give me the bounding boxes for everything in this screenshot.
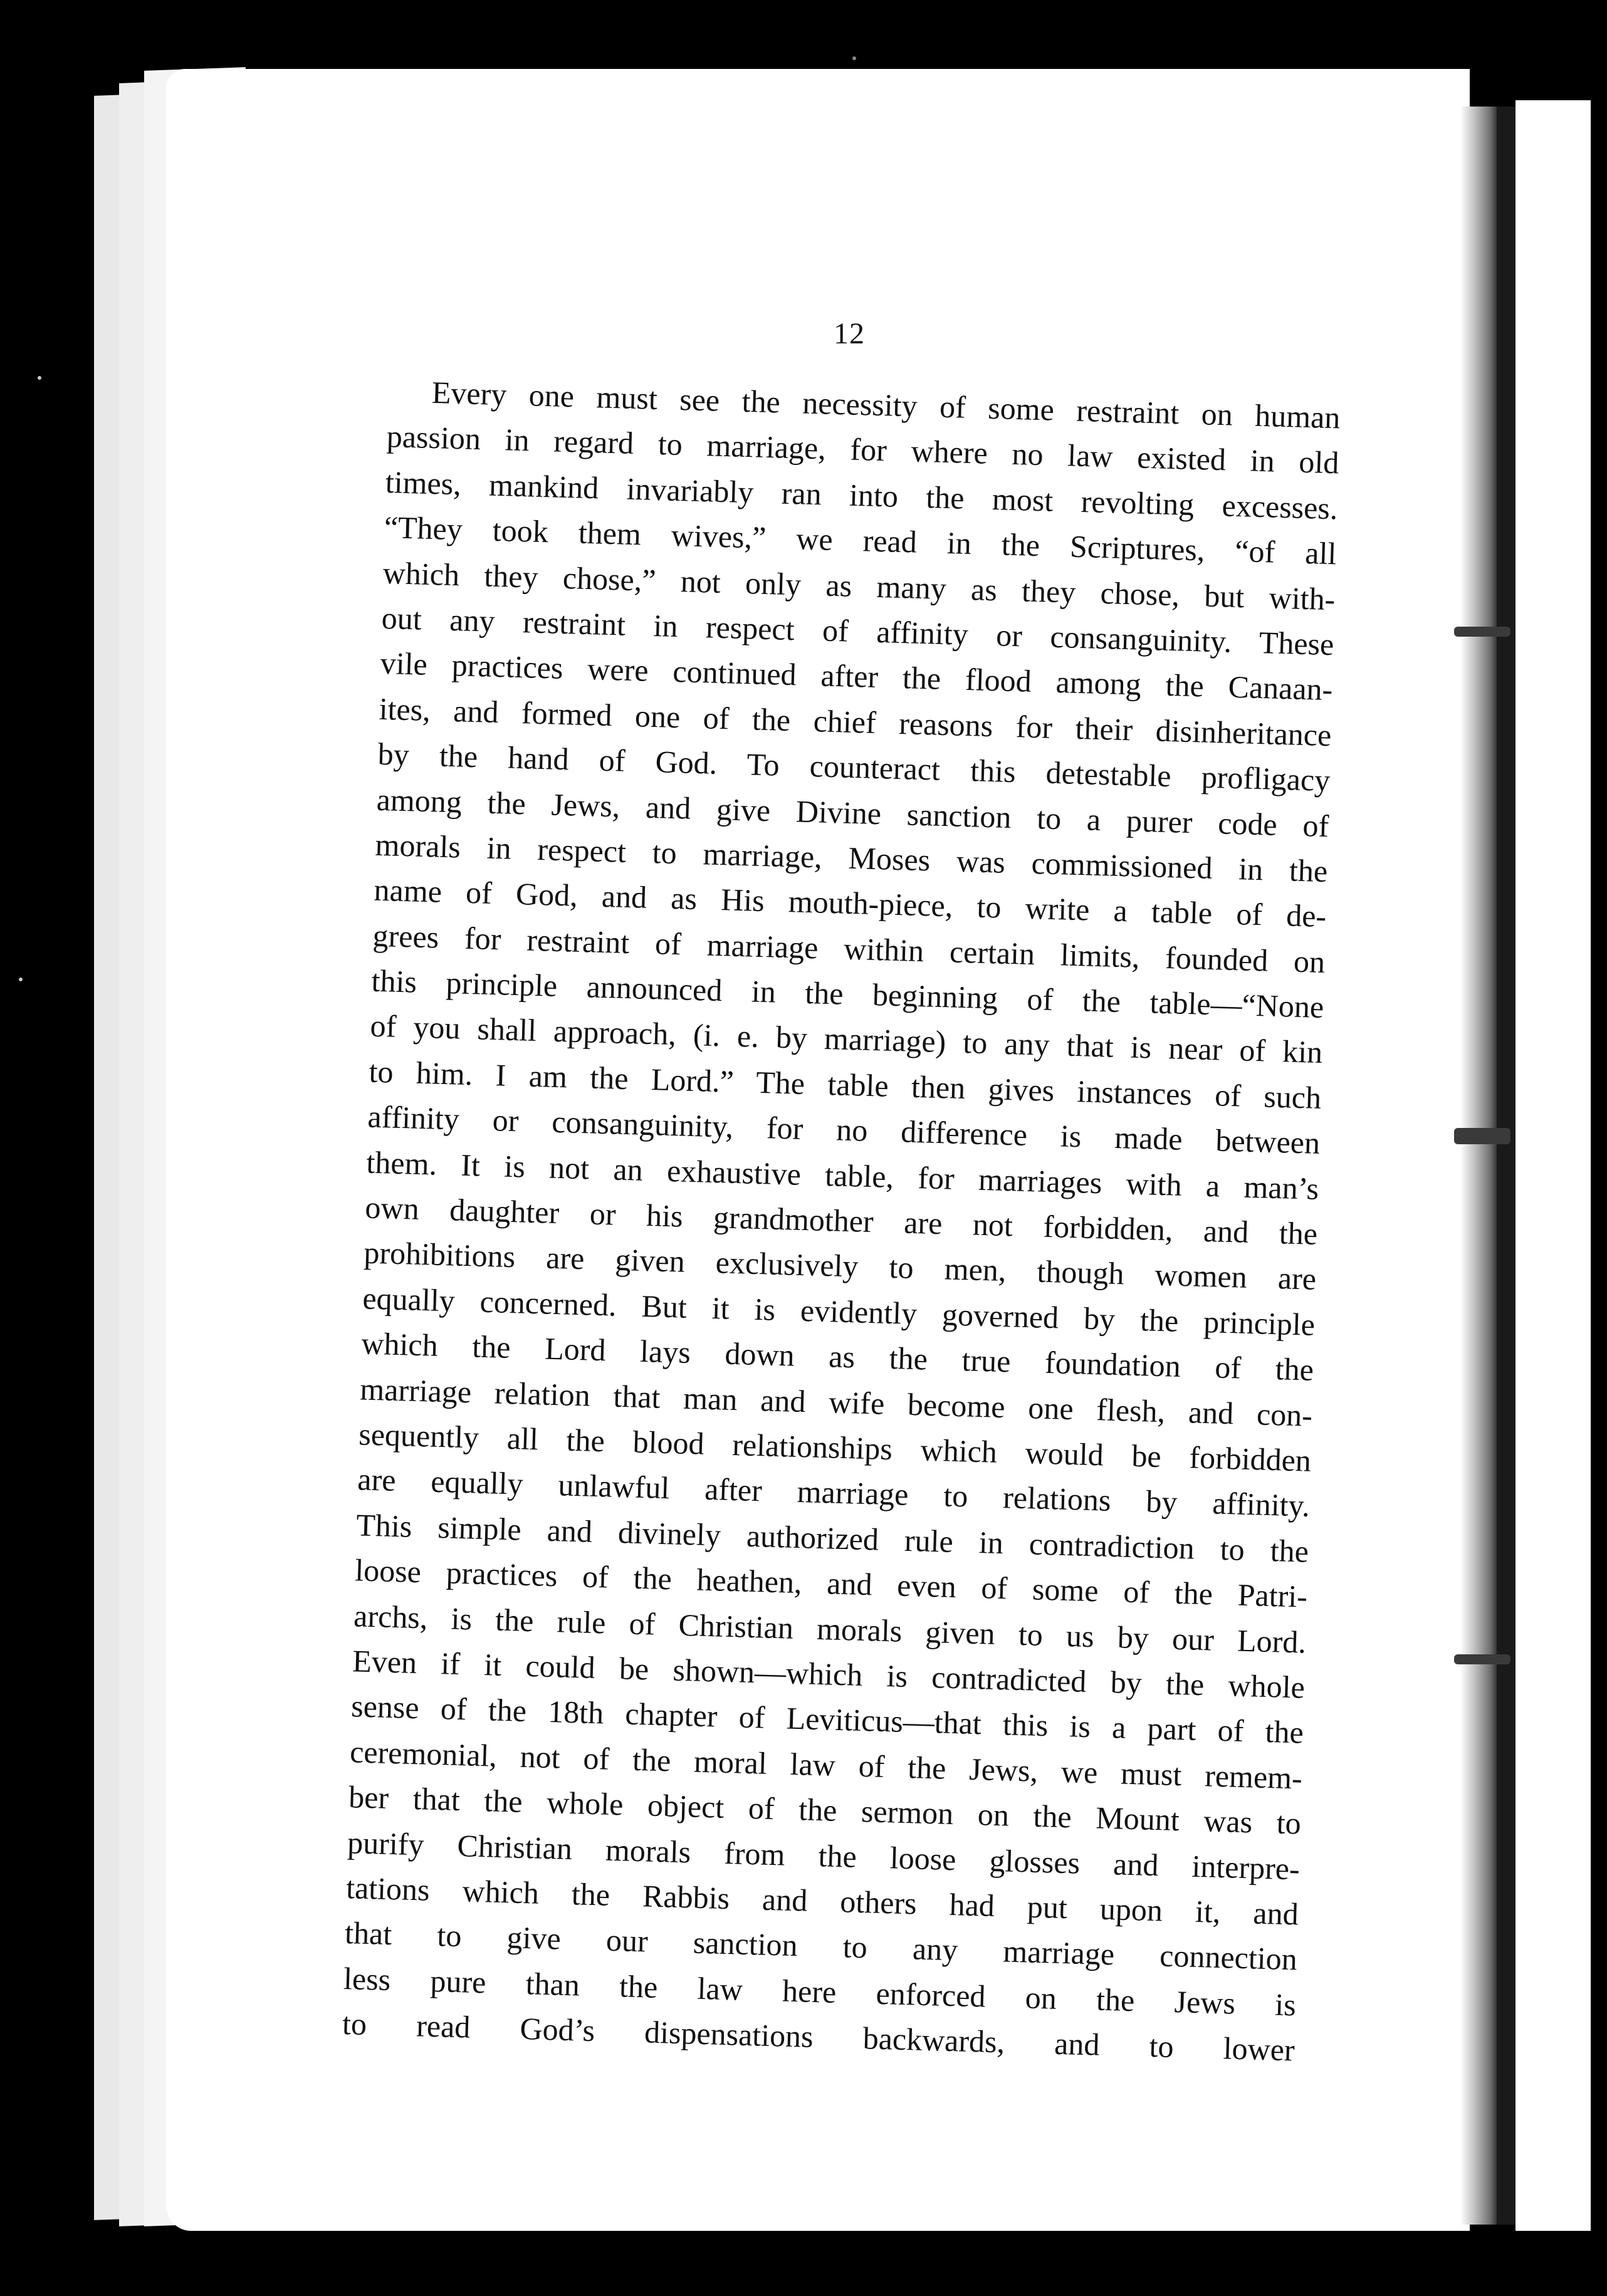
- text-line: Even if it could be shown—which is contradicted by the whole: [352, 1643, 1306, 1705]
- text-line: are equally unlawful after marriage to relations by affinity.: [357, 1461, 1311, 1524]
- text-line: which the Lord lays down as the true foundation of the: [360, 1325, 1314, 1388]
- text-line: tations which the Rabbis and others had put upon it, and: [345, 1869, 1299, 1932]
- text-line: among the Jews, and give Divine sanction to a purer code of: [376, 781, 1329, 843]
- text-line: them. It is not an exhaustive table, for marriages with a man’s: [365, 1144, 1319, 1206]
- binding-gutter: [1460, 107, 1498, 2225]
- text-line: Every one must see the necessity of some restraint on human: [431, 374, 1341, 436]
- text-line: affinity or consanguinity, for no difference is made between: [367, 1098, 1321, 1161]
- text-line: marriage relation that man and wife become one flesh, and con-: [359, 1370, 1313, 1433]
- text-line: to read God’s dispensations backwards, and to lower: [342, 2006, 1296, 2068]
- text-line: passion in regard to marriage, for where no law existed in old: [386, 419, 1340, 481]
- text-line: of you shall approach, (i. e. by marriage) to any that is near of kin: [369, 1008, 1323, 1070]
- text-line: which they chose,” not only as many as they chose, but with-: [382, 555, 1336, 617]
- text-line: name of God, and as His mouth-piece, to write a table of de-: [373, 872, 1327, 934]
- text-line: sense of the 18th chapter of Leviticus—that this is a part of the: [350, 1688, 1304, 1750]
- text-line: “They took them wives,” we read in the Scriptures, “of all: [384, 509, 1337, 571]
- text-line: vile practices were continued after the flood among the Canaan-: [380, 645, 1334, 707]
- text-line: less pure than the law here enforced on the Jews is: [343, 1960, 1297, 2023]
- text-line: ites, and formed one of the chief reasons for their disinheritance: [379, 691, 1332, 753]
- text-line: archs, is the rule of Christian morals given to us by our Lord.: [353, 1597, 1307, 1660]
- binding-shadow: [1497, 107, 1515, 2225]
- text-line: out any restraint in respect of affinity or consanguinity. These: [381, 600, 1335, 662]
- scan-speck: [852, 56, 856, 60]
- binding-stitch: [1454, 627, 1510, 637]
- facing-page-edge: [1515, 100, 1591, 2231]
- text-line: own daughter or his grandmother are not forbidden, and the: [364, 1189, 1318, 1251]
- text-line: grees for restraint of marriage within certain limits, founded on: [372, 917, 1326, 979]
- body-text: [342, 368, 1341, 2073]
- text-line: prohibitions are given exclusively to men, though women are: [363, 1234, 1317, 1297]
- text-line: to him. I am the Lord.” The table then gives instances of such: [368, 1053, 1322, 1115]
- text-line: loose practices of the heathen, and even of some of the Patri-: [354, 1552, 1308, 1614]
- page-number: 12: [834, 317, 865, 350]
- text-line: this principle announced in the beginning of the table—“None: [370, 963, 1324, 1025]
- text-line: that to give our sanction to any marriage connection: [344, 1915, 1298, 1977]
- scan-speck: [19, 978, 23, 981]
- text-line: ceremonial, not of the moral law of the Jews, we must remem-: [349, 1733, 1303, 1796]
- text-line: sequently all the blood relationships which would be forbidden: [358, 1416, 1312, 1478]
- text-line: equally concerned. But it is evidently governed by the principle: [362, 1280, 1316, 1342]
- text-line: This simple and divinely authorized rule in contradiction to the: [355, 1507, 1309, 1569]
- text-line: ber that the whole object of the sermon on the Mount was to: [348, 1779, 1302, 1841]
- binding-stitch: [1454, 1128, 1510, 1144]
- scan-speck: [38, 376, 41, 380]
- text-line: times, mankind invariably ran into the most revolting excesses.: [385, 464, 1339, 526]
- binding-stitch: [1454, 1654, 1510, 1664]
- text-line: by the hand of God. To counteract this detestable profligacy: [377, 736, 1331, 798]
- text-line: morals in respect to marriage, Moses was commissioned in the: [375, 827, 1328, 889]
- text-line: purify Christian morals from the loose glosses and interpre-: [347, 1824, 1301, 1887]
